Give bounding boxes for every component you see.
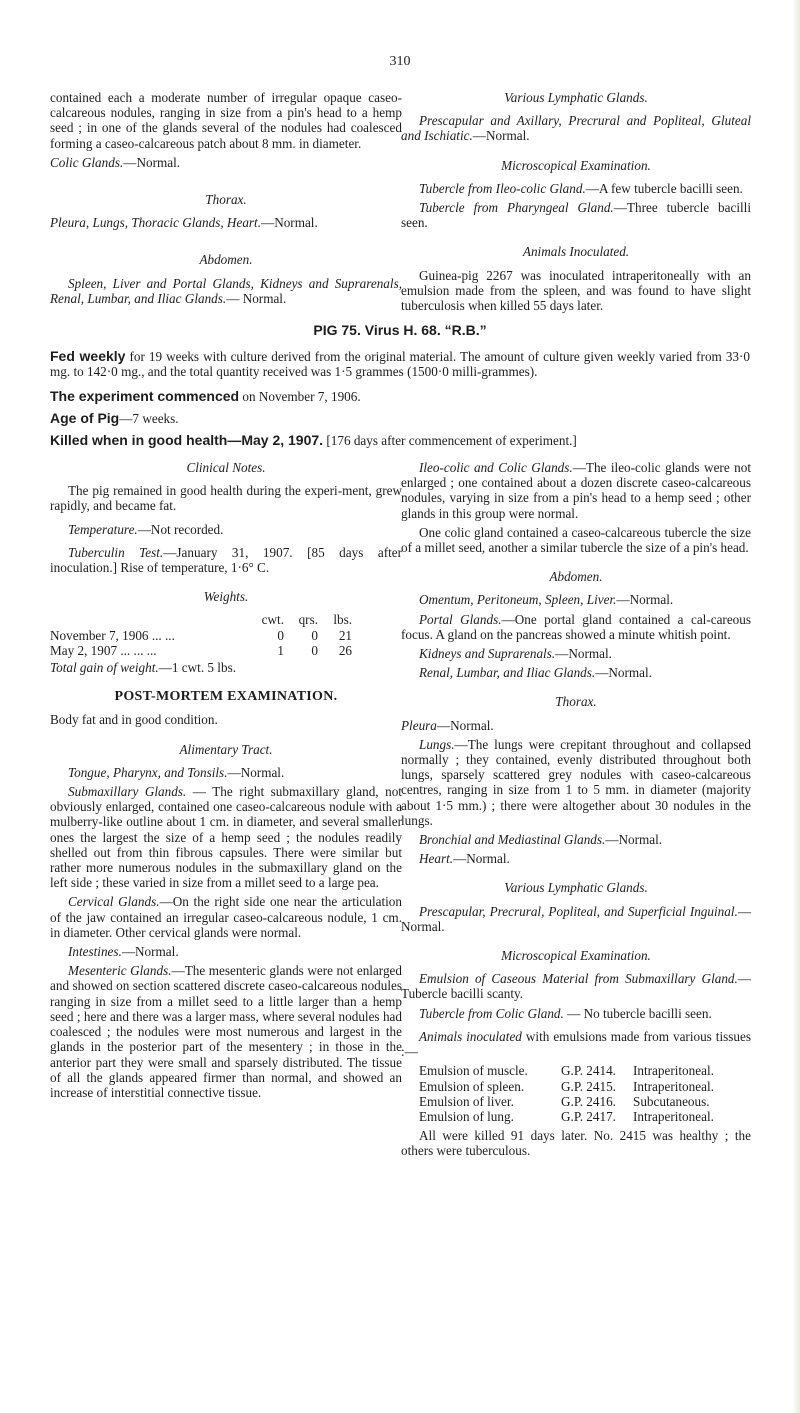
experiment-title: PIG 75. Virus H. 68. “R.B.” <box>313 322 487 338</box>
text: —Not recorded. <box>137 521 224 537</box>
fed-description <box>50 349 750 379</box>
label: Prescapular, Precrural, Popliteal, and Superficial Inguinal. <box>419 903 738 919</box>
label: Temperature. <box>68 521 138 537</box>
label: Animals inoculated <box>419 1028 522 1044</box>
lungs-paragraph <box>401 737 751 828</box>
label: Pleura, Lungs, Thoracic Glands, Heart. <box>50 215 261 231</box>
experiment-commenced <box>50 389 750 404</box>
guinea-pig: G.P. 2417. <box>561 1108 616 1124</box>
kidneys-paragraph <box>401 646 751 661</box>
units-lbs: lbs. <box>333 612 352 628</box>
cervical-paragraph <box>50 894 402 940</box>
lymphatic-paragraph <box>401 113 751 143</box>
paragraph: contained each a moderate number of irregular opaque caseo-calcareous nodules, ranging in size from a pin's head to a hemp seed ; in one of the glands several of the nodules had coalesced forming a caseo-calcareous patch about 8 mm. in diameter. <box>50 90 402 151</box>
omentum-paragraph <box>401 592 751 607</box>
text: —Normal. <box>401 903 751 934</box>
label: Renal, Lumbar, and Iliac Glands. <box>419 665 596 681</box>
label: Portal Glands. <box>419 611 502 627</box>
age-of-pig <box>50 411 750 426</box>
weight-cwt: 0 <box>277 627 284 643</box>
label: Submaxillary Glands. <box>68 784 187 800</box>
post-mortem-heading: POST-MORTEM EXAMINATION. <box>114 689 338 705</box>
animals-heading: Animals Inoculated. <box>522 244 630 260</box>
table-row <box>50 643 356 658</box>
list-item <box>401 1094 751 1109</box>
label: Colic Glands. <box>50 154 124 170</box>
text: — No tubercle bacilli seen. <box>563 1005 712 1021</box>
label: Prescapular and Axillary, Precrural and Popliteal, Gluteal and Ischiatic. <box>401 113 751 144</box>
text: —Normal. <box>121 944 179 960</box>
weights-table <box>50 612 356 658</box>
route: Intraperitoneal. <box>633 1078 714 1094</box>
thorax-paragraph <box>50 215 402 230</box>
abdomen-heading: Abdomen. <box>199 252 253 268</box>
animals-list <box>401 1063 751 1124</box>
guinea-pig: G.P. 2414. <box>561 1063 616 1079</box>
weight-qrs: 0 <box>311 627 318 643</box>
list-item <box>401 1109 751 1124</box>
label: Fed weekly <box>50 348 126 364</box>
text: —Normal. <box>472 128 530 144</box>
emulsion: Emulsion of lung. <box>419 1108 514 1124</box>
clinical-paragraph: The pig remained in good health during the experi-ment, grew rapidly, and became fat. <box>50 483 402 514</box>
temperature-paragraph <box>50 522 402 537</box>
bottom-right-column <box>401 460 751 1163</box>
text: on November 7, 1906. <box>239 389 361 404</box>
lymphatic-paragraph <box>401 904 751 934</box>
text: —7 weeks. <box>119 411 179 426</box>
heart-paragraph <box>401 851 751 866</box>
text: —The ileo-colic glands were not enlarged ; one contained about a dozen discrete caseo-calcareous nodules, varying in size from a pin's head to a hemp seed ; other glands in this group were normal. <box>401 460 751 521</box>
units-qrs: qrs. <box>298 612 318 628</box>
label: Age of Pig <box>50 410 120 426</box>
microscopical-heading: Microscopical Examination. <box>501 157 651 173</box>
label: Killed when in good health—May 2, 1907. <box>50 432 324 448</box>
weight-gain-paragraph <box>50 660 402 675</box>
tongue-paragraph <box>50 765 402 780</box>
text: —On the right side one near the articulation of the jaw contained an irregular caseo-calcareous nodule, 1 cm. in diameter. Other cervical glands were normal. <box>50 894 402 940</box>
label: Spleen, Liver and Portal Glands, Kidneys and Suprarenals, Renal, Lumbar, and Iliac Glands. <box>50 275 402 306</box>
text: —Normal. <box>616 592 674 608</box>
page-edge-shadow <box>792 0 800 1413</box>
submaxillary-paragraph <box>50 784 402 890</box>
alimentary-heading: Alimentary Tract. <box>179 741 273 757</box>
label: Kidneys and Suprarenals. <box>419 646 556 662</box>
page-number: 310 <box>389 54 411 69</box>
text: — Normal. <box>226 290 287 306</box>
label: Pleura <box>401 717 437 733</box>
label: Heart. <box>419 851 454 867</box>
route: Intraperitoneal. <box>633 1063 714 1079</box>
label: Cervical Glands. <box>68 894 160 910</box>
weight-lbs: 21 <box>338 627 352 643</box>
text: — The right submaxillary gland, not obviously enlarged, contained one caseo-calcareous nodule with a mulberry-like outline about 1 cm. in diameter, and several smaller ones the largest the size of a hemp seed ; the nodules readily shelled out from thin fibrous capsules. There were similar but rather more numerous nodules in the submaxillary gland on the left side ; these varied in size from a millet seed to a large pea. <box>50 784 402 891</box>
text: —Normal. <box>605 832 663 848</box>
animals-inoculated-paragraph <box>401 1029 751 1059</box>
tuberculin-paragraph <box>50 545 402 575</box>
colic-paragraph: One colic gland contained a caseo-calcareous tubercle the size of a millet seed, another a similar tubercle the size of a pin's head. <box>401 524 751 556</box>
tubercle-ileo-paragraph <box>401 181 751 196</box>
weights-units-row <box>50 612 356 627</box>
portal-paragraph <box>401 612 751 642</box>
list-item <box>401 1063 751 1078</box>
text: —Normal. <box>261 215 318 231</box>
label: The experiment commenced <box>50 388 240 404</box>
thorax-heading: Thorax. <box>555 694 597 710</box>
list-item <box>401 1079 751 1094</box>
label: Total gain of weight. <box>50 660 159 676</box>
intestines-paragraph <box>50 944 402 959</box>
colic-glands-paragraph <box>50 155 402 170</box>
text: —Normal. <box>227 764 285 780</box>
label: Tubercle from Ileo-colic Gland. <box>419 180 586 196</box>
bottom-left-column <box>50 460 402 1104</box>
text: —One portal gland contained a cal-careous focus. A gland on the pancreas showed a minute whitish point. <box>401 611 751 642</box>
text: for 19 weeks with culture derived from the original material. The amount of culture given weekly varied from 33·0 mg. to 142·0 mg., and the total quantity received was 1·5 grammes (1500·0 milli-grammes). <box>50 349 750 380</box>
ileo-colic-paragraph <box>401 460 751 521</box>
tubercle-pharyngeal-paragraph <box>401 200 751 230</box>
text: —1 cwt. 5 lbs. <box>158 660 236 676</box>
table-row <box>50 628 356 643</box>
emulsion: Emulsion of liver. <box>419 1093 514 1109</box>
guinea-pig: G.P. 2415. <box>561 1078 616 1094</box>
label: Ileo-colic and Colic Glands. <box>419 460 573 475</box>
guinea-pig: G.P. 2416. <box>561 1093 616 1109</box>
weight-lbs: 26 <box>338 642 352 658</box>
text: —The lungs were crepitant throughout and collapsed normally ; they contained, evenly distributed throughout both lungs, sparsely scattered grey nodules with caseo-calcareous centres, ranging in size from 1 to 5 mm. in diameter (majority about 1·5 mm.) ; there were altogether about 30 nodules in the lungs. <box>401 736 751 828</box>
emulsion: Emulsion of muscle. <box>419 1063 528 1079</box>
label: Omentum, Peritoneum, Spleen, Liver. <box>419 592 617 608</box>
lymphatic-heading: Various Lymphatic Glands. <box>504 90 648 105</box>
text: —Three tubercle bacilli seen. <box>401 200 751 231</box>
units-cwt: cwt. <box>261 612 284 628</box>
text: —Normal. <box>453 851 510 867</box>
label: Emulsion of Caseous Material from Submaxillary Gland. <box>419 971 738 987</box>
text: —A few tubercle bacilli seen. <box>585 180 743 196</box>
animals-closing-paragraph: All were killed 91 days later. No. 2415 was healthy ; the others were tuberculous. <box>401 1128 751 1159</box>
abdomen-heading: Abdomen. <box>549 569 603 585</box>
text: —Normal. <box>123 154 181 170</box>
bronchial-paragraph <box>401 832 751 847</box>
weight-cwt: 1 <box>277 642 284 658</box>
label: Intestines. <box>68 944 122 960</box>
emulsion-paragraph <box>401 971 751 1001</box>
text: —Tubercle bacilli scanty. <box>401 971 751 1002</box>
thorax-heading: Thorax. <box>205 192 247 208</box>
clinical-heading: Clinical Notes. <box>186 460 266 475</box>
label: Tuberculin Test. <box>68 544 164 560</box>
label: Tubercle from Colic Gland. <box>419 1005 564 1021</box>
emulsion: Emulsion of spleen. <box>419 1078 525 1094</box>
label: Lungs. <box>419 736 455 752</box>
label: Tongue, Pharynx, and Tonsils. <box>68 764 228 780</box>
weight-date: November 7, 1906 ... ... <box>50 627 175 643</box>
text: —Normal. <box>595 665 652 681</box>
killed-line <box>50 433 750 448</box>
text: with emulsions made from various tissues :— <box>401 1028 751 1060</box>
weight-qrs: 0 <box>311 642 318 658</box>
label: Mesenteric Glands. <box>68 963 172 979</box>
route: Subcutaneous. <box>633 1093 710 1109</box>
renal-paragraph <box>401 665 751 680</box>
text: —Normal. <box>555 646 612 662</box>
microscopical-heading: Microscopical Examination. <box>501 948 651 964</box>
pleura-paragraph <box>401 718 751 733</box>
weights-heading: Weights. <box>203 589 249 605</box>
text: —The mesenteric glands were not enlarged and showed on section scattered discrete caseo-calcareous nodules ranging in size from a millet seed to a little larger than a hemp seed ; here and there was a larger mass, where several nodules had coalesced ; the nodules were most numerous and largest in the glands in the posterior part of the mesentery ; in those in the anterior part they were small and sparsely distributed. The tissue of all the glands appeared firmer than normal, and showed an increase of interstitial connective tissue. <box>50 963 402 1100</box>
lymphatic-heading: Various Lymphatic Glands. <box>504 880 648 896</box>
label: Bronchial and Mediastinal Glands. <box>419 832 606 848</box>
top-left-column <box>50 90 402 310</box>
weight-date: May 2, 1907 ... ... ... <box>50 642 157 658</box>
tubercle-colic-paragraph <box>401 1006 751 1021</box>
text: [176 days after commencement of experiment.] <box>323 433 577 448</box>
text: —Normal. <box>436 717 494 733</box>
text: —January 31, 1907. [85 days after inoculation.] Rise of temperature, 1·6° C. <box>50 544 402 576</box>
top-right-column <box>401 90 751 317</box>
animals-paragraph: Guinea-pig 2267 was inoculated intraperitoneally with an emulsion made from the spleen, and was found to have slight tuberculosis when killed 55 days later. <box>401 267 751 314</box>
label: Tubercle from Pharyngeal Gland. <box>419 200 614 216</box>
mesenteric-paragraph <box>50 963 402 1100</box>
abdomen-paragraph <box>50 276 402 306</box>
body-fat-paragraph: Body fat and in good condition. <box>50 712 218 728</box>
route: Intraperitoneal. <box>633 1108 714 1124</box>
